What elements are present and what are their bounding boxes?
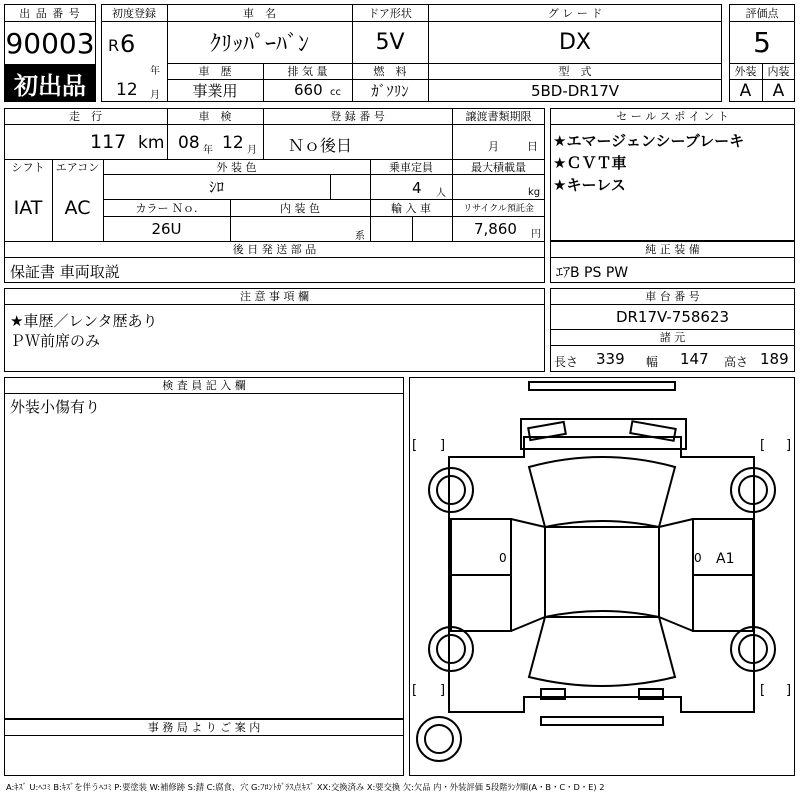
later-parts-label: 後 日 発 送 部 品 (232, 243, 317, 256)
office-label: 事 務 局 よ り ご 案 内 (147, 721, 261, 734)
width-label: 幅 (646, 355, 659, 369)
legend-footer: A:ｷｽﾞ U:ﾍｺﾐ B:ｷｽﾞを伴うﾍｺﾐ P:要塗装 W:補修跡 S:錆 C:腐食、穴 G:ﾌﾛﾝﾄｶﾞﾗｽ点ｷｽﾞ XX:交換済み X:要交換 欠:欠品 内・外装評価 5段階ﾗﾝｸ順(A・B・C・D・E) 2 (6, 782, 605, 792)
interior-color-label: 内 装 色 (280, 201, 320, 215)
aircon: AC (64, 196, 91, 219)
grade-label: グ レ ー ド (547, 6, 603, 20)
mileage-unit: km (138, 133, 165, 153)
transfer-month-unit: 月 (488, 140, 499, 153)
transfer-day-unit: 日 (527, 140, 538, 153)
month-unit: 月 (150, 90, 160, 101)
recycle-label: リサイクル預託金 (463, 204, 534, 214)
recycle-fee: 7,860 (474, 220, 517, 238)
door-type: 5V (375, 29, 405, 55)
interior-color-unit: 系 (355, 231, 365, 242)
import-label: 輸 入 車 (391, 201, 431, 215)
inspector-note: 外装小傷有り (10, 398, 101, 416)
max-load-unit: kg (528, 187, 541, 198)
capacity-unit: 人 (436, 188, 446, 199)
grade: DX (558, 29, 591, 55)
mileage-label: 走 行 (69, 110, 102, 123)
overall-score: 5 (753, 25, 771, 59)
model-label: 型 式 (558, 65, 592, 78)
max-load-label: 最大積載量 (471, 160, 526, 174)
equipment: ｴｱB PS PW (556, 265, 629, 281)
car-name: ｸﾘｯﾊﾟｰﾊﾞﾝ (209, 31, 309, 57)
inspection-year: 08 (178, 133, 200, 153)
bracket-rear-left-close: ] (440, 683, 446, 698)
color-number-label: カラー Ｎｏ. (135, 201, 198, 215)
inspection-month: 12 (222, 133, 244, 153)
interior-grade: A (772, 80, 785, 101)
displacement-label: 排 気 量 (287, 65, 328, 78)
chassis-number: DR17V-758623 (615, 307, 730, 326)
first-registration-label: 初度登録 (112, 6, 156, 20)
exterior-grade: A (739, 80, 752, 101)
height-label: 高さ (724, 355, 749, 369)
color-number: 26U (151, 219, 182, 238)
mark-zero-right: 0 (694, 551, 702, 565)
recycle-fee-unit: 円 (531, 229, 541, 240)
bracket-front-right-open: [ (760, 438, 766, 453)
width: 147 (680, 350, 709, 368)
sales-point-2: ★ＣＶＴ車 (553, 154, 627, 172)
bracket-rear-right-open: [ (760, 683, 766, 698)
length: 339 (596, 350, 625, 368)
bracket-front-left-open: [ (412, 438, 418, 453)
inspection-year-unit: 年 (203, 145, 213, 156)
shift: IAT (13, 196, 43, 219)
car-body-diagram (409, 377, 795, 776)
interior-label: 内装 (767, 65, 790, 78)
sales-point-3: ★キーレス (553, 176, 626, 194)
chassis-label: 車 台 番 号 (645, 290, 700, 303)
registration-month: 12 (116, 80, 138, 100)
shift-label: シフト (11, 160, 45, 174)
registration-number-label: 登 録 番 号 (330, 110, 385, 123)
note-line-1: ★車歴／レンタ歴あり (10, 312, 158, 330)
bracket-rear-left-open: [ (412, 683, 418, 698)
exterior-color: ｼﾛ (208, 178, 224, 196)
year-unit: 年 (150, 66, 160, 77)
fuel-label: 燃 料 (373, 65, 407, 78)
dimensions-label: 諸 元 (659, 331, 686, 344)
fuel: ｶﾞｿﾘﾝ (371, 82, 409, 100)
displacement-unit: cc (330, 87, 341, 98)
inspector-label: 検 査 員 記 入 欄 (162, 379, 246, 392)
history: 事業用 (192, 82, 238, 100)
height: 189 (760, 350, 789, 368)
displacement: 660 (294, 81, 323, 99)
sales-point-label: セ ー ル ス ポ イ ン ト (616, 110, 729, 123)
notes-label: 注 意 事 項 欄 (240, 290, 309, 303)
bracket-rear-right-close: ] (786, 683, 792, 698)
inspection-label: 車 検 (198, 110, 232, 123)
era-letter: R (108, 36, 120, 55)
lot-number-label: 出 品 番 号 (19, 6, 81, 20)
bracket-front-right-close: ] (786, 438, 792, 453)
registration-number: Ｎｏ後日 (288, 136, 353, 155)
note-line-2: ＰＷ前席のみ (10, 332, 101, 350)
inspection-month-unit: 月 (247, 145, 257, 156)
capacity-label: 乗車定員 (389, 160, 433, 174)
model-code: 5BD-DR17V (530, 81, 620, 100)
car-name-label: 車 名 (243, 6, 276, 20)
door-type-label: ドア形状 (368, 6, 412, 20)
first-listing-badge: 初出品 (4, 64, 96, 102)
bracket-front-left-close: ] (440, 438, 446, 453)
mark-zero-left: 0 (499, 551, 507, 565)
transfer-deadline-label: 譲渡書類期限 (465, 110, 532, 123)
mileage: 117 (90, 131, 127, 153)
aircon-label: エアコン (55, 160, 100, 174)
score-label: 評価点 (745, 6, 779, 20)
equipment-label: 純 正 装 備 (645, 243, 700, 256)
later-parts: 保証書 車両取説 (10, 263, 120, 281)
lot-number: 90003 (5, 26, 95, 60)
history-label: 車 歴 (198, 65, 232, 78)
exterior-color-label: 外 装 色 (216, 160, 257, 174)
damage-mark-a1: A1 (716, 551, 735, 567)
registration-year: 6 (120, 30, 136, 58)
length-label: 長さ (554, 355, 579, 369)
inspector-box (4, 377, 404, 719)
sales-point-1: ★エマージェンシーブレーキ (553, 132, 745, 150)
capacity: 4 (412, 179, 422, 197)
exterior-label: 外装 (734, 65, 757, 78)
